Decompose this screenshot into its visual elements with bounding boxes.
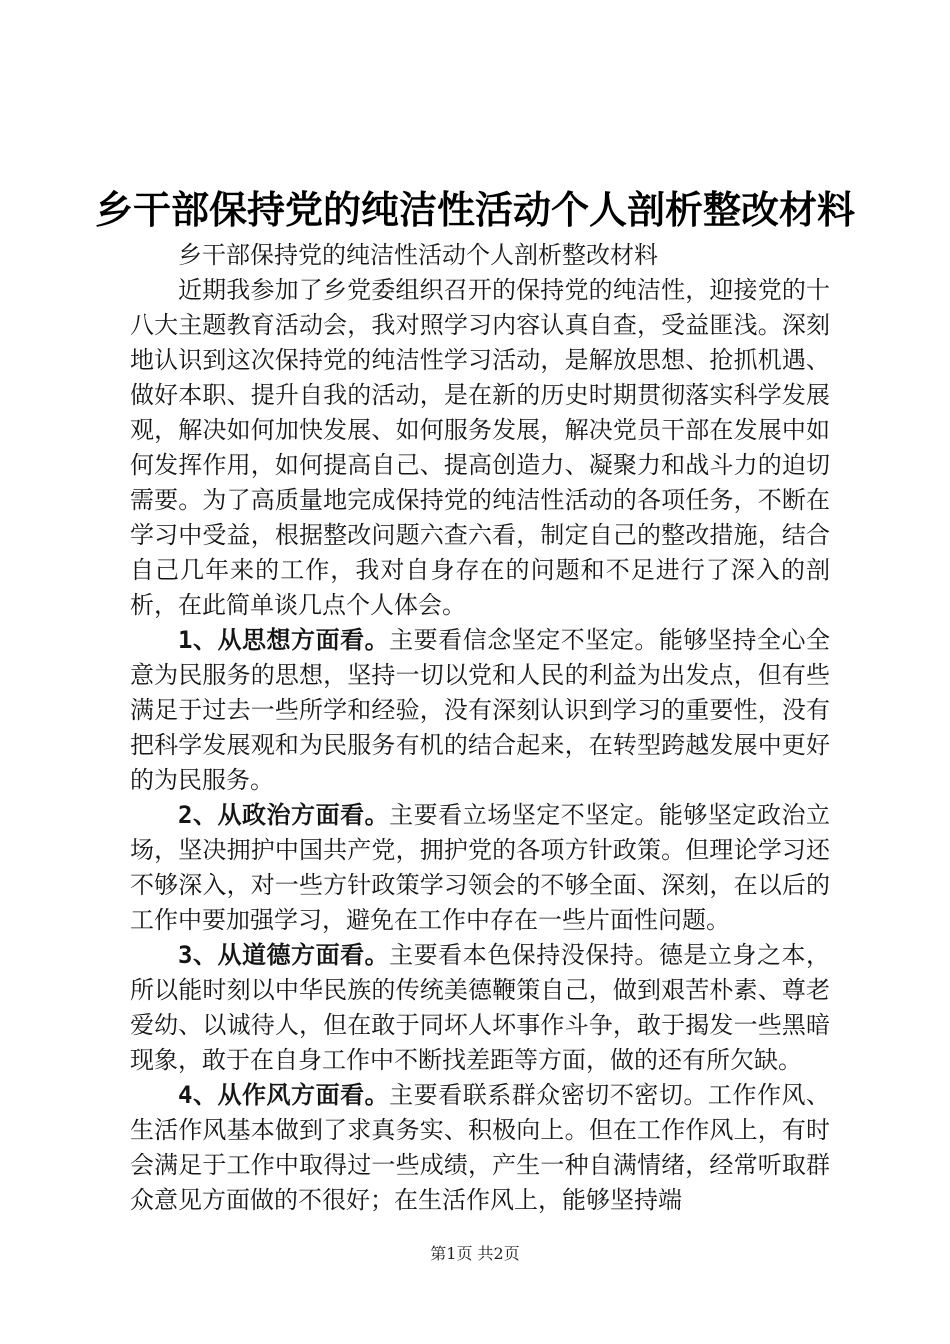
document-subtitle: 乡干部保持党的纯洁性活动个人剖析整改材料 (178, 241, 658, 269)
section-text-1: 主要看信念坚定不坚定。能够坚持全心全意为民服务的思想，坚持一切以党和人民的利益为出发点，但有些满足于过去一些所学和经验，没有深刻认识到学习的重要性，没有把科学发展观和为民服务有机的结合起来，在转型跨越发展中更好的为民服务。 (130, 626, 830, 794)
section-text-2: 主要看立场坚定不坚定。能够坚定政治立场，坚决拥护中国共产党，拥护党的各项方针政策。但理论学习还不够深入，对一些方针政策学习领会的不够全面、深刻，在以后的工作中要加强学习，避免在工作中存在一些片面性问题。 (130, 801, 830, 934)
section-heading-2: 2、从政治方面看。 (178, 801, 390, 829)
section-text-3: 主要看本色保持没保持。德是立身之本，所以能时刻以中华民族的传统美德鞭策自己，做到艰苦朴素、尊老爱幼、以诚待人，但在敢于同坏人坏事作斗争，敢于揭发一些黑暗现象，敢于在自身工作中不断找差距等方面，做的还有所欠缺。 (130, 941, 830, 1074)
intro-paragraph: 近期我参加了乡党委组织召开的保持党的纯洁性，迎接党的十八大主题教育活动会，我对照学习内容认真自查，受益匪浅。深刻地认识到这次保持党的纯洁性学习活动，是解放思想、抢抓机遇、做好本职、提升自我的活动，是在新的历史时期贯彻落实科学发展观，解决如何加快发展、如何服务发展，解决党员干部在发展中如何发挥作用，如何提高自己、提高创造力、凝聚力和战斗力的迫切需要。为了高质量地完成保持党的纯洁性活动的各项任务，不断在学习中受益，根据整改问题六查六看，制定自己的整改措施，结合自己几年来的工作，我对自身存在的问题和不足进行了深入的剖析，在此简单谈几点个人体会。 (130, 276, 830, 619)
section-heading-3: 3、从道德方面看。 (178, 941, 390, 969)
section-paragraph-2 (130, 798, 830, 938)
document-body (130, 238, 830, 1218)
section-heading-4: 4、从作风方面看。 (178, 1081, 390, 1109)
section-paragraph-3 (130, 938, 830, 1078)
document-title: 乡干部保持党的纯洁性活动个人剖析整改材料 (94, 187, 855, 232)
section-paragraph-1 (130, 623, 830, 798)
section-text-4: 主要看联系群众密切不密切。工作作风、生活作风基本做到了求真务实、积极向上。但在工作作风上，有时会满足于工作中取得过一些成绩，产生一种自满情绪，经常听取群众意见方面做的不很好；在生活作风上，能够坚持端 (130, 1081, 830, 1214)
section-heading-1: 1、从思想方面看。 (178, 626, 390, 654)
section-paragraph-4 (130, 1078, 830, 1218)
page-number: 第1页 共2页 (430, 1244, 520, 1263)
